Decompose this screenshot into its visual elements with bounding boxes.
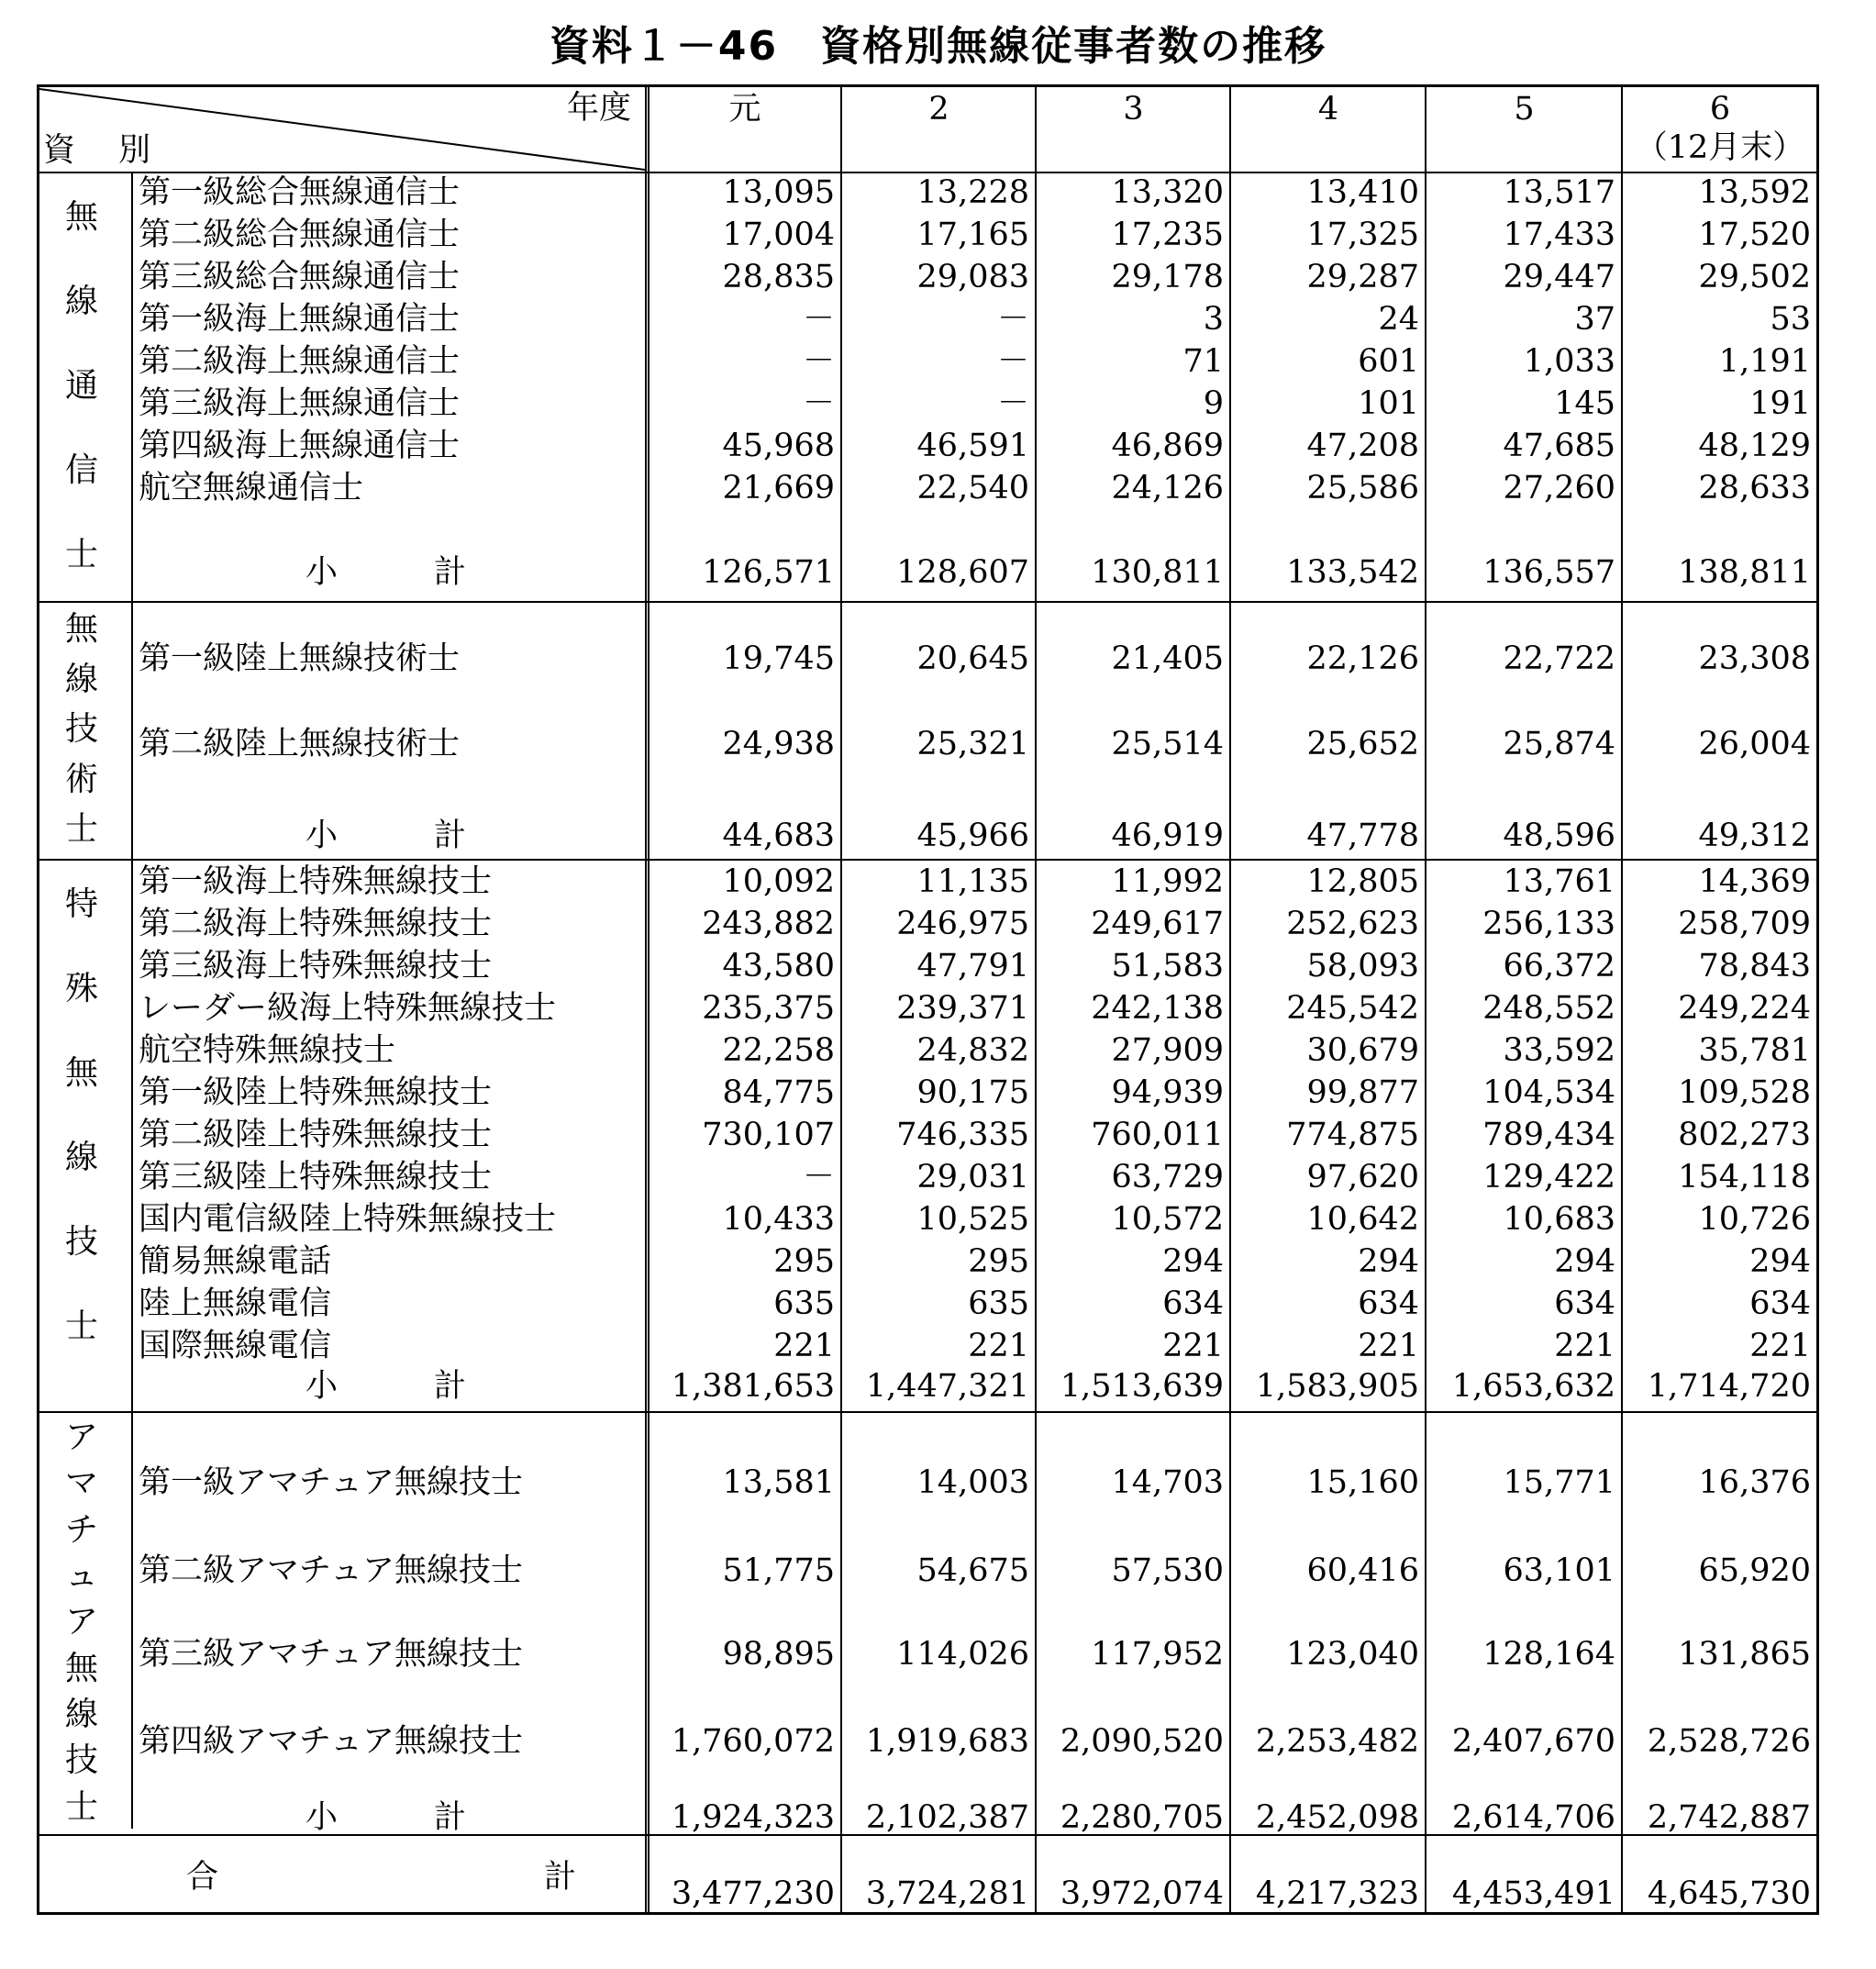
cell-value: 47,685 [1503, 428, 1615, 464]
subtotal-value: 44,683 [722, 818, 835, 854]
cell-value: 63,101 [1503, 1552, 1615, 1589]
cell-value: 16,376 [1698, 1464, 1811, 1501]
row-label: 第四級海上無線通信士 [139, 428, 461, 464]
cell-value: 221 [1358, 1328, 1419, 1364]
cell-value: 97,620 [1306, 1159, 1419, 1196]
cell-value: 13,095 [722, 174, 835, 211]
row-label: 第三級海上無線通信士 [139, 385, 461, 422]
subtotal-value: 1,513,639 [1060, 1368, 1224, 1405]
row-label: 第二級海上特殊無線技士 [139, 906, 493, 942]
subtotal-value: 1,583,905 [1255, 1368, 1419, 1405]
group-label-2: 特 殊 無 線 技 士 [64, 885, 98, 1345]
cell-value: 23,308 [1698, 640, 1811, 677]
subtotal-value: 130,811 [1091, 554, 1224, 591]
cell-value: 248,552 [1482, 990, 1615, 1027]
cell-value: 51,583 [1111, 948, 1224, 984]
cell-value: 634 [1162, 1285, 1224, 1322]
cell-value: － [802, 301, 835, 338]
total-value: 4,453,491 [1451, 1875, 1615, 1912]
cell-value: 25,874 [1503, 726, 1615, 762]
cell-value: 117,952 [1091, 1636, 1224, 1673]
cell-value: 2,253,482 [1255, 1723, 1419, 1760]
row-label: 第一級海上特殊無線技士 [139, 863, 493, 900]
cell-value: 239,371 [896, 990, 1029, 1027]
cell-value: 1,919,683 [865, 1723, 1029, 1760]
cell-value: 27,260 [1503, 470, 1615, 506]
corner-year-label: 年度 [567, 90, 632, 127]
cell-value: 17,235 [1111, 217, 1224, 253]
cell-value: 730,107 [702, 1117, 835, 1153]
subtotal-value: 1,447,321 [865, 1368, 1029, 1405]
subtotal-value: 1,653,632 [1451, 1368, 1615, 1405]
row-label: 第一級陸上無線技術士 [139, 640, 461, 677]
row-label: 第三級海上特殊無線技士 [139, 948, 493, 984]
cell-value: 13,410 [1306, 174, 1419, 211]
row-label: 第一級海上無線通信士 [139, 301, 461, 338]
cell-value: 10,092 [722, 863, 835, 900]
cell-value: 21,669 [722, 470, 835, 506]
row-label: 第二級アマチュア無線技士 [139, 1552, 523, 1589]
cell-value: 243,882 [702, 906, 835, 942]
cell-value: 635 [773, 1285, 835, 1322]
total-label-left: 合 [186, 1859, 219, 1896]
subtotal-value: 48,596 [1503, 818, 1615, 854]
page-title: 資料１－46 資格別無線従事者数の推移 [549, 23, 1327, 70]
cell-value: 26,004 [1698, 726, 1811, 762]
cell-value: 47,791 [916, 948, 1029, 984]
cell-value: 47,208 [1306, 428, 1419, 464]
cell-value: 635 [968, 1285, 1029, 1322]
row-label: 第二級総合無線通信士 [139, 217, 461, 253]
cell-value: 258,709 [1678, 906, 1811, 942]
cell-value: 634 [1749, 1285, 1811, 1322]
cell-value: 10,433 [722, 1201, 835, 1238]
cell-value: 60,416 [1306, 1552, 1419, 1589]
row-label: 陸上無線電信 [139, 1285, 332, 1322]
cell-value: 249,617 [1091, 906, 1224, 942]
row-label: レーダー級海上特殊無線技士 [139, 990, 557, 1027]
subtotal-value: 128,607 [896, 554, 1029, 591]
cell-value: 58,093 [1306, 948, 1419, 984]
cell-value: 746,335 [896, 1117, 1029, 1153]
cell-value: 10,525 [916, 1201, 1029, 1238]
cell-value: 294 [1554, 1243, 1615, 1280]
subtotal-value: 1,381,653 [671, 1368, 835, 1405]
cell-value: 25,652 [1306, 726, 1419, 762]
cell-value: 25,321 [916, 726, 1029, 762]
column-divider [1621, 87, 1623, 1912]
subtotal-value: 133,542 [1286, 554, 1419, 591]
cell-value: 294 [1749, 1243, 1811, 1280]
cell-value: 256,133 [1482, 906, 1615, 942]
cell-value: 12,805 [1306, 863, 1419, 900]
column-divider [840, 87, 842, 1912]
subtotal-value: 49,312 [1698, 818, 1811, 854]
cell-value: 3 [1203, 301, 1224, 338]
cell-value: 98,895 [722, 1636, 835, 1673]
cell-value: 43,580 [722, 948, 835, 984]
subtotal-label: 小 計 [305, 1799, 467, 1836]
total-value: 4,217,323 [1255, 1875, 1419, 1912]
cell-value: 109,528 [1678, 1074, 1811, 1111]
subtotal-value: 47,778 [1306, 818, 1419, 854]
cell-value: 129,422 [1482, 1159, 1615, 1196]
cell-value: 2,528,726 [1647, 1723, 1811, 1760]
subtotal-value: 126,571 [702, 554, 835, 591]
cell-value: 29,447 [1503, 259, 1615, 295]
subtotal-value: 136,557 [1482, 554, 1615, 591]
cell-value: － [996, 301, 1029, 338]
cell-value: － [802, 385, 835, 422]
subtotal-value: 2,280,705 [1060, 1799, 1224, 1836]
cell-value: 2,090,520 [1060, 1723, 1224, 1760]
cell-value: 760,011 [1091, 1117, 1224, 1153]
cell-value: 57,530 [1111, 1552, 1224, 1589]
cell-value: 128,164 [1482, 1636, 1615, 1673]
cell-value: 104,534 [1482, 1074, 1615, 1111]
cell-value: 14,703 [1111, 1464, 1224, 1501]
cell-value: 29,287 [1306, 259, 1419, 295]
cell-value: 154,118 [1678, 1159, 1811, 1196]
total-value: 4,645,730 [1647, 1875, 1811, 1912]
cell-value: 101 [1358, 385, 1419, 422]
year-header: 6 [1709, 91, 1731, 128]
cell-value: 17,004 [722, 217, 835, 253]
cell-value: 221 [773, 1328, 835, 1364]
row-label: 第一級陸上特殊無線技士 [139, 1074, 493, 1111]
year-header: 3 [1123, 91, 1144, 128]
corner-category-label: 資 別 [43, 132, 157, 169]
cell-value: 601 [1358, 343, 1419, 380]
subtotal-value: 2,614,706 [1451, 1799, 1615, 1836]
subtotal-value: 2,452,098 [1255, 1799, 1419, 1836]
cell-value: 114,026 [896, 1636, 1029, 1673]
cell-value: 24 [1378, 301, 1419, 338]
cell-value: 14,003 [916, 1464, 1029, 1501]
cell-value: 53 [1770, 301, 1811, 338]
cell-value: 294 [1162, 1243, 1224, 1280]
cell-value: 13,517 [1503, 174, 1615, 211]
row-label: 第一級総合無線通信士 [139, 174, 461, 211]
cell-value: 774,875 [1286, 1117, 1419, 1153]
cell-value: 294 [1358, 1243, 1419, 1280]
cell-value: 22,258 [722, 1032, 835, 1069]
cell-value: 191 [1749, 385, 1811, 422]
cell-value: 252,623 [1286, 906, 1419, 942]
total-value: 3,724,281 [865, 1875, 1029, 1912]
cell-value: 78,843 [1698, 948, 1811, 984]
cell-value: 802,273 [1678, 1117, 1811, 1153]
cell-value: 295 [968, 1243, 1029, 1280]
cell-value: 245,542 [1286, 990, 1419, 1027]
row-label: 簡易無線電話 [139, 1243, 332, 1280]
subtotal-label: 小 計 [305, 554, 467, 591]
cell-value: 21,405 [1111, 640, 1224, 677]
subtotal-value: 1,714,720 [1647, 1368, 1811, 1405]
cell-value: 1,033 [1523, 343, 1615, 380]
cell-value: 37 [1574, 301, 1615, 338]
cell-value: 249,224 [1678, 990, 1811, 1027]
row-label: 国内電信級陸上特殊無線技士 [139, 1201, 557, 1238]
cell-value: 10,642 [1306, 1201, 1419, 1238]
total-label-right: 計 [544, 1859, 577, 1896]
cell-value: 27,909 [1111, 1032, 1224, 1069]
subtotal-value: 1,924,323 [671, 1799, 835, 1836]
cell-value: 13,592 [1698, 174, 1811, 211]
cell-value: 29,502 [1698, 259, 1811, 295]
subtotal-value: 45,966 [916, 818, 1029, 854]
row-label: 第二級陸上無線技術士 [139, 726, 461, 762]
row-label: 航空特殊無線技士 [139, 1032, 396, 1069]
cell-value: 25,586 [1306, 470, 1419, 506]
cell-value: 22,540 [916, 470, 1029, 506]
year-header: 元 [728, 91, 761, 128]
cell-value: 15,160 [1306, 1464, 1419, 1501]
cell-value: 45,968 [722, 428, 835, 464]
cell-value: 20,645 [916, 640, 1029, 677]
cell-value: 99,877 [1306, 1074, 1419, 1111]
cell-value: － [996, 343, 1029, 380]
cell-value: 28,633 [1698, 470, 1811, 506]
cell-value: 29,031 [916, 1159, 1029, 1196]
cell-value: 9 [1203, 385, 1224, 422]
cell-value: 10,683 [1503, 1201, 1615, 1238]
cell-value: 221 [1749, 1328, 1811, 1364]
cell-value: － [802, 343, 835, 380]
cell-value: 123,040 [1286, 1636, 1419, 1673]
column-divider [1425, 87, 1426, 1912]
cell-value: 221 [968, 1328, 1029, 1364]
cell-value: 46,869 [1111, 428, 1224, 464]
cell-value: 54,675 [916, 1552, 1029, 1589]
cell-value: 11,992 [1111, 863, 1224, 900]
label-divider [645, 87, 647, 1912]
row-label: 第三級総合無線通信士 [139, 259, 461, 295]
row-label: 第二級陸上特殊無線技士 [139, 1117, 493, 1153]
year-header: 5 [1514, 91, 1535, 128]
year6-note: （12月末） [1635, 129, 1805, 166]
cell-value: 295 [773, 1243, 835, 1280]
cell-value: 29,083 [916, 259, 1029, 295]
cell-value: 17,433 [1503, 217, 1615, 253]
cell-value: 10,572 [1111, 1201, 1224, 1238]
cell-value: 17,325 [1306, 217, 1419, 253]
cell-value: 246,975 [896, 906, 1029, 942]
cell-value: 221 [1162, 1328, 1224, 1364]
cell-value: 1,191 [1718, 343, 1811, 380]
cell-value: 28,835 [722, 259, 835, 295]
cell-value: 84,775 [722, 1074, 835, 1111]
subtotal-value: 46,919 [1111, 818, 1224, 854]
subtotal-value: 2,742,887 [1647, 1799, 1811, 1836]
cell-value: － [802, 1159, 835, 1196]
subtotal-label: 小 計 [305, 818, 467, 854]
year-header: 2 [928, 91, 949, 128]
group-label-1: 無 線 技 術 士 [64, 610, 98, 849]
cell-value: 25,514 [1111, 726, 1224, 762]
row-label: 国際無線電信 [139, 1328, 332, 1364]
cell-value: 789,434 [1482, 1117, 1615, 1153]
cell-value: 14,369 [1698, 863, 1811, 900]
cell-value: 13,761 [1503, 863, 1615, 900]
cell-value: 13,320 [1111, 174, 1224, 211]
cell-value: 65,920 [1698, 1552, 1811, 1589]
cell-value: 46,591 [916, 428, 1029, 464]
cell-value: 19,745 [722, 640, 835, 677]
cell-value: 634 [1358, 1285, 1419, 1322]
cell-value: 235,375 [702, 990, 835, 1027]
group-divider [131, 172, 133, 1829]
cell-value: 33,592 [1503, 1032, 1615, 1069]
cell-value: 13,581 [722, 1464, 835, 1501]
cell-value: 24,126 [1111, 470, 1224, 506]
year-header: 4 [1317, 91, 1339, 128]
cell-value: 24,938 [722, 726, 835, 762]
cell-value: 1,760,072 [671, 1723, 835, 1760]
subtotal-value: 2,102,387 [865, 1799, 1029, 1836]
cell-value: 11,135 [916, 863, 1029, 900]
cell-value: 242,138 [1091, 990, 1224, 1027]
cell-value: 2,407,670 [1451, 1723, 1615, 1760]
row-divider [39, 601, 1816, 603]
subtotal-label: 小 計 [305, 1368, 467, 1405]
cell-value: 221 [1554, 1328, 1615, 1364]
cell-value: 634 [1554, 1285, 1615, 1322]
cell-value: 17,520 [1698, 217, 1811, 253]
data-table [37, 84, 1819, 1915]
cell-value: 90,175 [916, 1074, 1029, 1111]
total-value: 3,477,230 [671, 1875, 835, 1912]
cell-value: 145 [1554, 385, 1615, 422]
cell-value: 22,722 [1503, 640, 1615, 677]
row-label: 第二級海上無線通信士 [139, 343, 461, 380]
cell-value: 24,832 [916, 1032, 1029, 1069]
row-divider [39, 1411, 1816, 1413]
cell-value: 48,129 [1698, 428, 1811, 464]
group-label-3: ア マ チ ュ ア 無 線 技 士 [64, 1418, 98, 1826]
cell-value: 29,178 [1111, 259, 1224, 295]
cell-value: 30,679 [1306, 1032, 1419, 1069]
cell-value: － [996, 385, 1029, 422]
group-label-0: 無 線 通 信 士 [64, 198, 98, 573]
cell-value: 51,775 [722, 1552, 835, 1589]
column-divider [1229, 87, 1231, 1912]
cell-value: 10,726 [1698, 1201, 1811, 1238]
cell-value: 35,781 [1698, 1032, 1811, 1069]
cell-value: 17,165 [916, 217, 1029, 253]
column-divider [1035, 87, 1037, 1912]
row-label: 航空無線通信士 [139, 470, 364, 506]
row-label: 第三級陸上特殊無線技士 [139, 1159, 493, 1196]
cell-value: 66,372 [1503, 948, 1615, 984]
cell-value: 71 [1182, 343, 1224, 380]
cell-value: 15,771 [1503, 1464, 1615, 1501]
cell-value: 13,228 [916, 174, 1029, 211]
row-label: 第四級アマチュア無線技士 [139, 1723, 523, 1760]
cell-value: 94,939 [1111, 1074, 1224, 1111]
cell-value: 22,126 [1306, 640, 1419, 677]
cell-value: 131,865 [1678, 1636, 1811, 1673]
total-value: 3,972,074 [1060, 1875, 1224, 1912]
subtotal-value: 138,811 [1678, 554, 1811, 591]
row-label: 第一級アマチュア無線技士 [139, 1464, 523, 1501]
row-label: 第三級アマチュア無線技士 [139, 1636, 523, 1673]
cell-value: 63,729 [1111, 1159, 1224, 1196]
